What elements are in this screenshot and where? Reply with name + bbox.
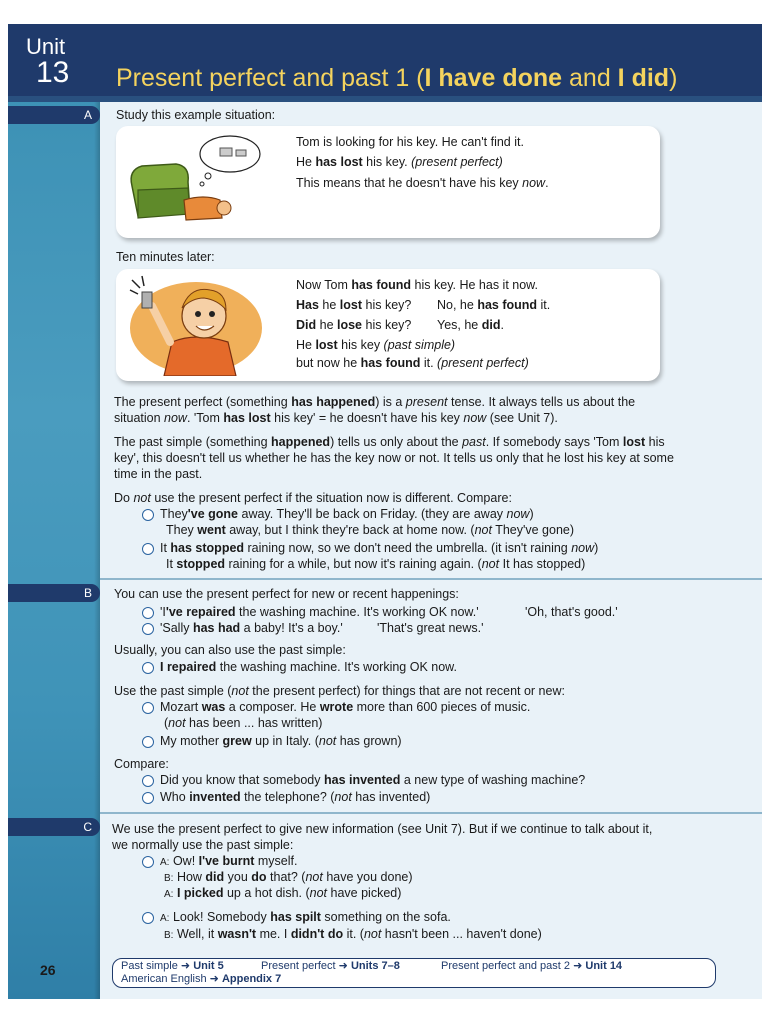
box2-line4: He lost his key (past simple) [296,338,456,352]
dialog1-b: B: How did you do that? (not have you done) [164,870,413,884]
para2-line3: time in the past. [114,467,203,481]
ref-present-perfect-past-2[interactable]: Present perfect and past 2 ➜ Unit 14 [441,960,623,972]
example-a1-line1: They've gone away. They'll be back on Friday. (they are away now) [142,506,534,522]
box2-line5: but now he has found it. (present perfect) [296,356,529,370]
man-with-key-illustration [124,272,274,376]
bullet-icon [142,736,154,748]
box2-line3: Did he lose his key? [296,318,412,332]
bullet-icon [142,792,154,804]
section-tab-a: A [8,106,100,124]
usually-line: Usually, you can also use the past simple: [114,643,346,657]
dialog1-a: A: Ow! I've burnt myself. [142,853,297,871]
arrow-right-icon: ➜ [573,960,583,972]
para3: Do not use the present perfect if the situation now is different. Compare: [114,491,512,505]
para1-line2: situation now. 'Tom has lost his key' = he doesn't have his key now (see Unit 7). [114,411,558,425]
box2-line3-answer: Yes, he did. [437,318,504,332]
bullet-icon [142,856,154,868]
arrow-right-icon: ➜ [338,960,348,972]
ten-minutes-label: Ten minutes later: [116,250,215,264]
example-b4-line2: (not has been ... has written) [164,716,323,730]
unit-number: 13 [36,56,70,89]
compare-label: Compare: [114,757,169,771]
example-b4-line1: Mozart was a composer. He wrote more than 600 pieces of music. [142,699,530,715]
box1-line2: He has lost his key. (present perfect) [296,155,503,169]
ref-past-simple[interactable]: Past simple ➜ Unit 5 [121,960,224,972]
ref-american-english[interactable]: American English ➜ Appendix 7 [121,973,282,985]
example-a2-line2: It stopped raining for a while, but now it's raining again. (not It has stopped) [166,557,586,571]
section-divider-c [100,812,762,814]
dialog2-a: A: Look! Somebody has spilt something on the sofa. [142,909,451,927]
example-b2-reply: 'That's great news.' [377,621,484,635]
example-b6: Did you know that somebody has invented a new type of washing machine? [142,772,585,788]
section-tab-c: C [8,818,100,836]
example-b3: I repaired the washing machine. It's working OK now. [142,659,457,675]
bullet-icon [142,543,154,555]
arrow-right-icon: ➜ [209,973,219,985]
example-b7: Who invented the telephone? (not has invented) [142,789,430,805]
page-title: Present perfect and past 1 (I have done and I did) [116,64,678,92]
section-divider-b [100,578,762,580]
example-a1-line2: They went away, but I think they're back at home now. (not They've gone) [166,523,575,537]
box1-line3: This means that he doesn't have his key now. [296,176,549,190]
use-past-line: Use the past simple (not the present perfect) for things that are not recent or new: [114,684,565,698]
header-underline [8,96,762,102]
bullet-icon [142,509,154,521]
bullet-icon [142,912,154,924]
sidebar-band [8,24,100,999]
arrow-right-icon: ➜ [180,960,191,972]
example-a2-line1: It has stopped raining now, so we don't need the umbrella. (it isn't raining now) [142,540,598,556]
example-b2: 'Sally has had a baby! It's a boy.' [142,620,343,636]
example-b1-reply: 'Oh, that's good.' [525,605,618,619]
bullet-icon [142,623,154,635]
bullet-icon [142,702,154,714]
section-a-intro: Study this example situation: [116,108,276,122]
box2-line1: Now Tom has found his key. He has it now. [296,278,538,292]
box1-line1: Tom is looking for his key. He can't find it. [296,135,524,149]
example-b5: My mother grew up in Italy. (not has grown) [142,733,402,749]
bullet-icon [142,662,154,674]
section-tab-b: B [8,584,100,602]
unit-label: Unit [26,34,66,59]
ref-present-perfect[interactable]: Present perfect ➜ Units 7–8 [261,960,400,972]
dialog1-c: A: I picked up a hot dish. (not have picked) [164,886,402,900]
box2-line2-answer: No, he has found it. [437,298,551,312]
box2-line2: Has he lost his key? [296,298,412,312]
dialog2-b: B: Well, it wasn't me. I didn't do it. (not hasn't been ... haven't done) [164,927,542,941]
armchair-search-illustration [124,130,274,230]
section-c-line1: We use the present perfect to give new information (see Unit 7). But if we continue to talk about it, [112,822,653,836]
example-b1: 'I've repaired the washing machine. It's working OK now.' [142,604,479,620]
para2-line1: The past simple (something happened) tells us only about the past. If somebody says 'Tom lost his [114,435,665,449]
bullet-icon [142,775,154,787]
page-number: 26 [40,962,56,978]
section-b-intro: You can use the present perfect for new or recent happenings: [114,587,459,601]
section-c-line2: we normally use the past simple: [112,838,294,852]
para2-line2: key', this doesn't tell us whether he has the key now or not. It tells us only that he lost his key at some [114,451,674,465]
para1-line1: The present perfect (something has happened) is a present tense. It always tells us about the [114,395,636,409]
bullet-icon [142,607,154,619]
cross-reference-box [112,958,716,988]
